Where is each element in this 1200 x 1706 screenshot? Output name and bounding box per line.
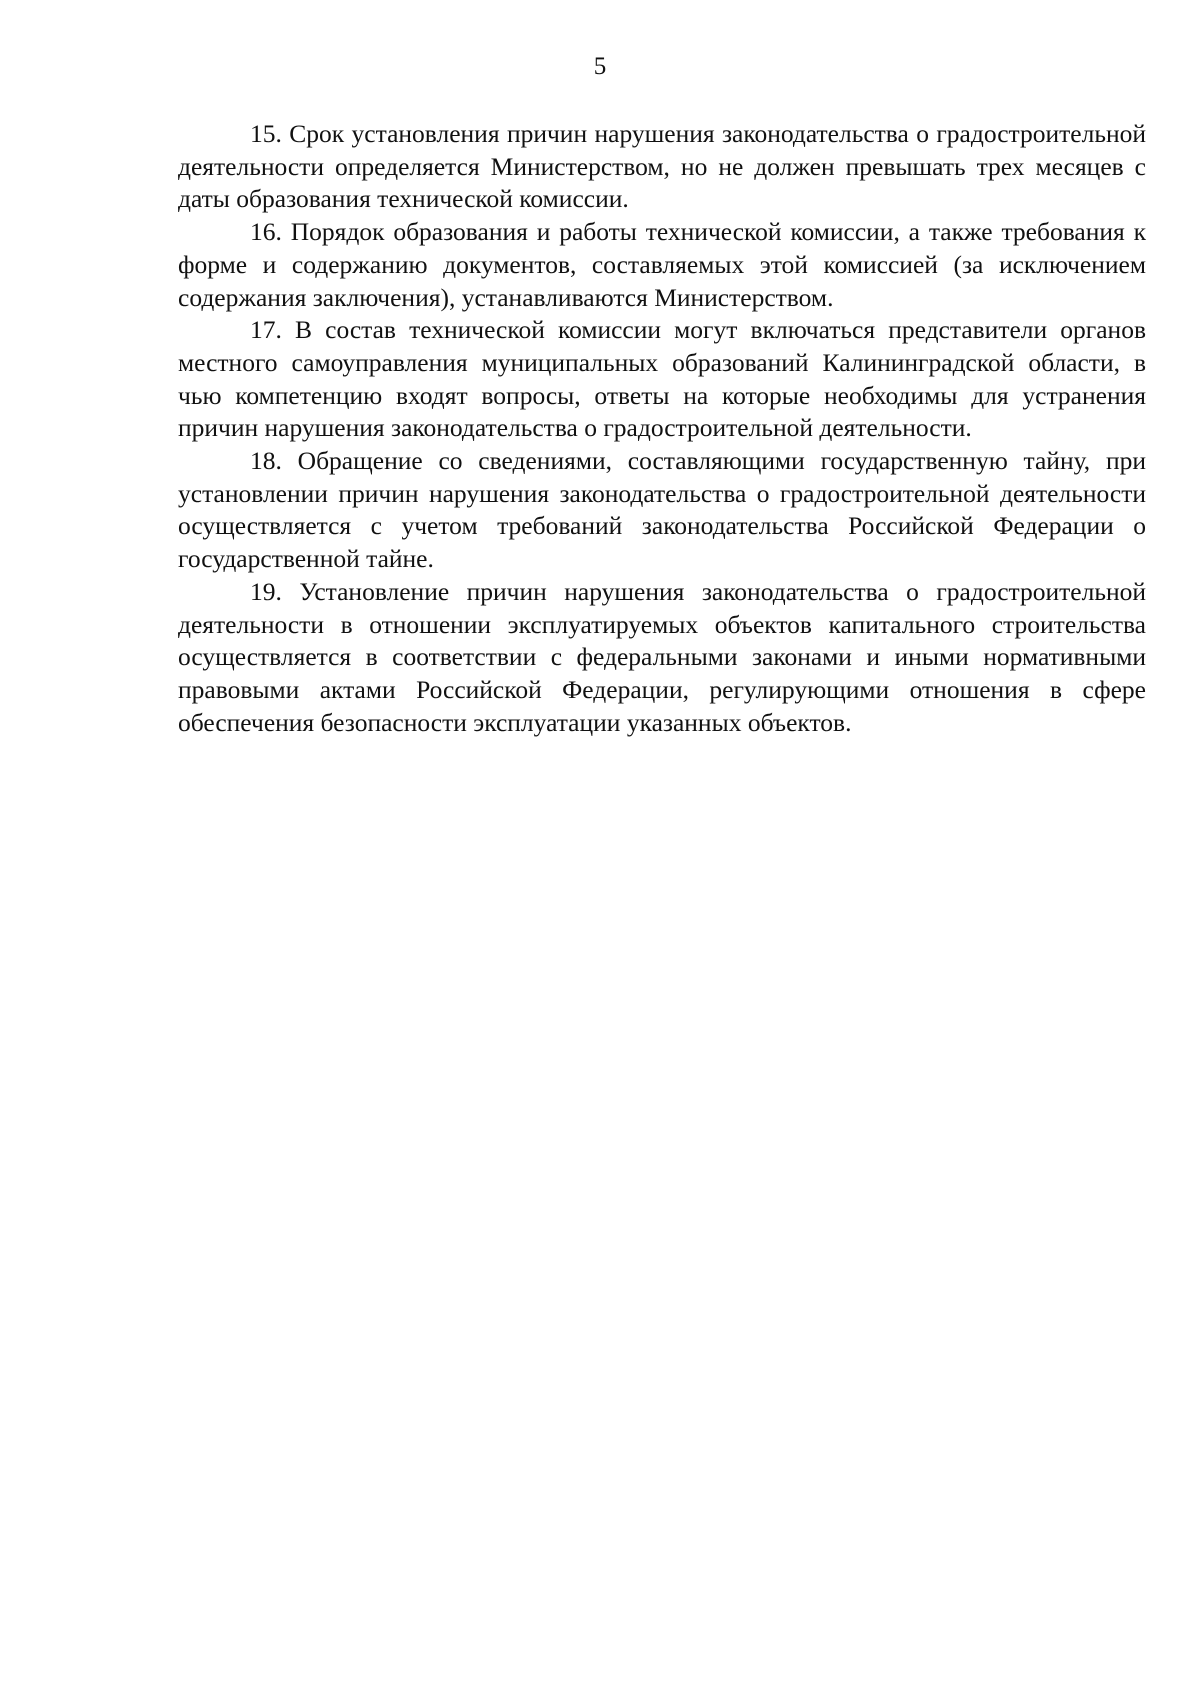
document-body	[178, 118, 1146, 739]
paragraph-19: 19. Установление причин нарушения законодательства о градостроительной деятельности в отношении эксплуатируемых объектов капитального строительства осуществляется в соответствии с федеральными законами и иными нормативными правовыми актами Российской Федерации, регулирующими отношения в сфере обеспечения безопасности эксплуатации указанных объектов.	[178, 576, 1146, 737]
page-number: 5	[593, 53, 607, 80]
paragraph-15: 15. Срок установления причин нарушения законодательства о градостроительной деятельности определяется Министерством, но не должен превышать трех месяцев с даты образования технической комиссии.	[178, 119, 1146, 214]
paragraph-17: 17. В состав технической комиссии могут включаться представители органов местного самоуправления муниципальных образований Калининградской области, в чью компетенцию входят вопросы, ответы на которые необходимы для устранения причин нарушения законодательства о градостроительной деятельности.	[178, 315, 1146, 443]
paragraph-18: 18. Обращение со сведениями, составляющими государственную тайну, при установлении причин нарушения законодательства о градостроительной деятельности осуществляется с учетом требований законодательства Российской Федерации о государственной тайне.	[178, 446, 1146, 574]
paragraph-16: 16. Порядок образования и работы технической комиссии, а также требования к форме и содержанию документов, составляемых этой комиссией (за исключением содержания заключения), устанавливаются Министерством.	[178, 217, 1146, 312]
